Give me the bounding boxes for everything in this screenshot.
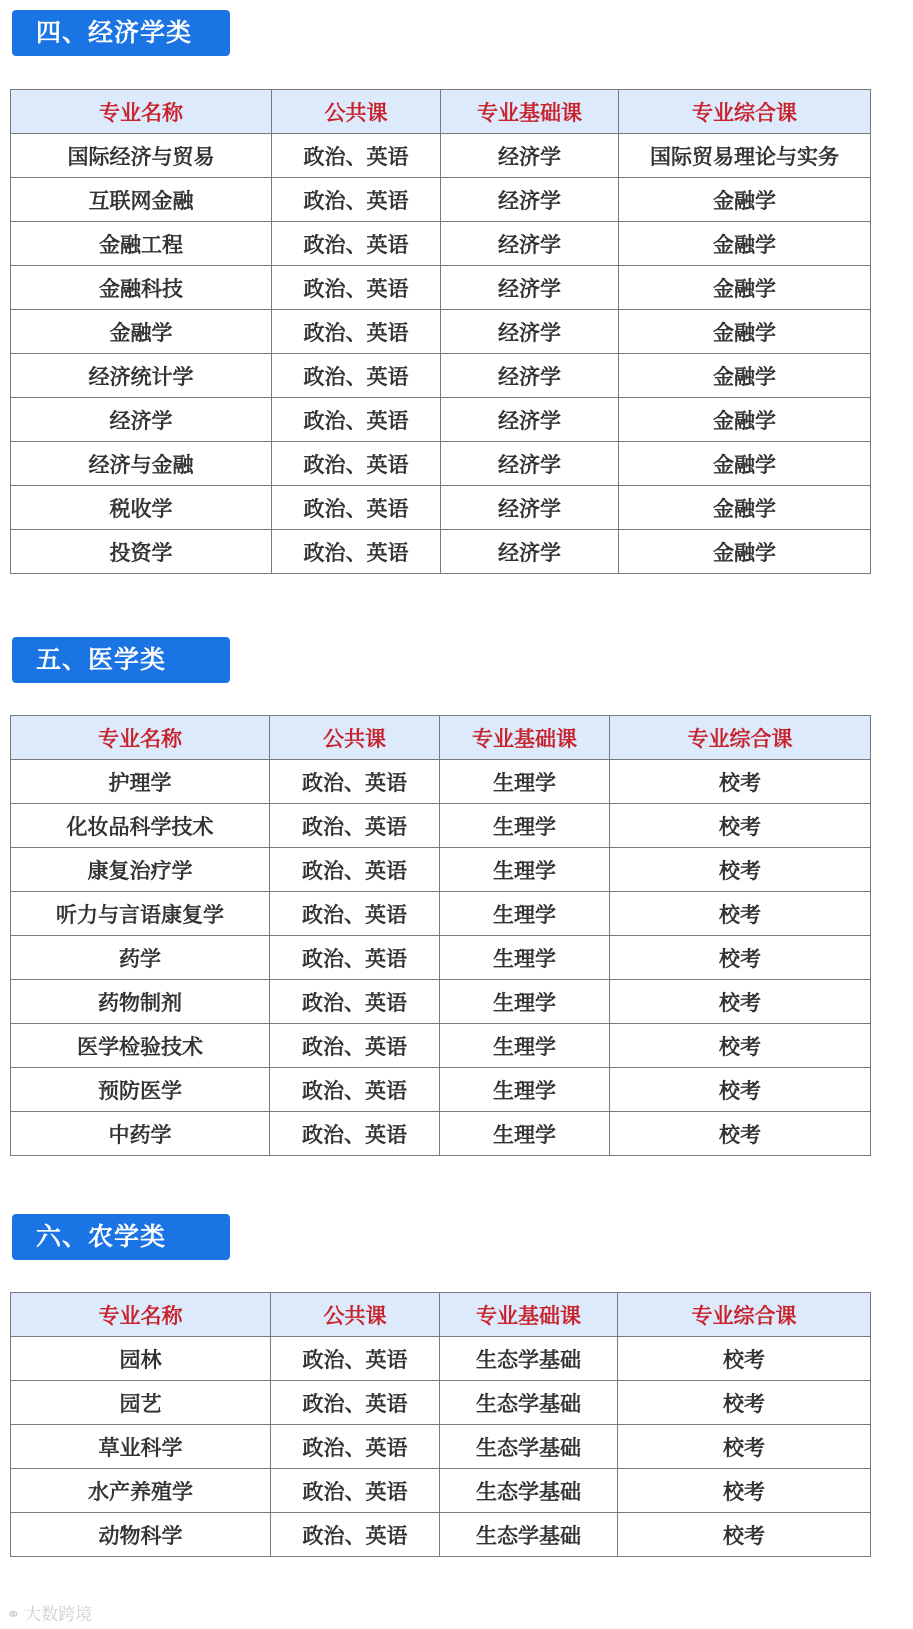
- table-cell: 经济学: [441, 266, 619, 310]
- table-cell: 政治、英语: [271, 1469, 440, 1513]
- section-title-agriculture: 六、农学类: [12, 1214, 230, 1260]
- table-cell: 生态学基础: [440, 1381, 618, 1425]
- table-cell: 政治、英语: [270, 804, 440, 848]
- table-cell: 生理学: [440, 936, 610, 980]
- table-row: [11, 354, 871, 398]
- column-header: 公共课: [271, 1293, 440, 1337]
- table-cell: 药物制剂: [11, 980, 270, 1024]
- table-cell: 金融学: [619, 310, 871, 354]
- column-header: 专业名称: [11, 1293, 271, 1337]
- table-cell: 金融工程: [11, 222, 272, 266]
- column-header: 公共课: [270, 716, 440, 760]
- table-cell: 经济学: [11, 398, 272, 442]
- table-cell: 金融学: [619, 398, 871, 442]
- table-cell: 政治、英语: [271, 1513, 440, 1557]
- table-row: [11, 936, 871, 980]
- table-cell: 校考: [618, 1513, 871, 1557]
- table-cell: 校考: [610, 760, 871, 804]
- table-cell: 草业科学: [11, 1425, 271, 1469]
- table-cell: 校考: [618, 1337, 871, 1381]
- table-row: [11, 266, 871, 310]
- table-cell: 水产养殖学: [11, 1469, 271, 1513]
- table-cell: 预防医学: [11, 1068, 270, 1112]
- table-cell: 金融学: [619, 178, 871, 222]
- table-cell: 经济与金融: [11, 442, 272, 486]
- column-header: 专业名称: [11, 716, 270, 760]
- table-row: [11, 804, 871, 848]
- table-cell: 校考: [610, 848, 871, 892]
- table-cell: 金融学: [619, 266, 871, 310]
- table-row: [11, 310, 871, 354]
- table-header-row: [11, 716, 871, 760]
- table-cell: 政治、英语: [270, 980, 440, 1024]
- table-cell: 生态学基础: [440, 1513, 618, 1557]
- column-header: 专业综合课: [610, 716, 871, 760]
- table-row: [11, 486, 871, 530]
- table-cell: 园艺: [11, 1381, 271, 1425]
- table-cell: 中药学: [11, 1112, 270, 1156]
- column-header: 专业基础课: [440, 1293, 618, 1337]
- table-cell: 政治、英语: [270, 1068, 440, 1112]
- table-cell: 经济学: [441, 310, 619, 354]
- table-cell: 金融科技: [11, 266, 272, 310]
- table-cell: 校考: [610, 980, 871, 1024]
- table-row: [11, 1469, 871, 1513]
- column-header: 专业基础课: [441, 90, 619, 134]
- table-cell: 校考: [610, 1112, 871, 1156]
- table-row: [11, 222, 871, 266]
- table-cell: 国际经济与贸易: [11, 134, 272, 178]
- table-cell: 金融学: [619, 486, 871, 530]
- table-cell: 生理学: [440, 892, 610, 936]
- table-cell: 经济学: [441, 178, 619, 222]
- table-cell: 校考: [610, 936, 871, 980]
- table-cell: 经济学: [441, 222, 619, 266]
- table-cell: 金融学: [619, 354, 871, 398]
- table-cell: 政治、英语: [270, 848, 440, 892]
- table-row: [11, 980, 871, 1024]
- table-cell: 政治、英语: [270, 1024, 440, 1068]
- table-cell: 政治、英语: [271, 1381, 440, 1425]
- column-header: 专业综合课: [618, 1293, 871, 1337]
- column-header: 专业基础课: [440, 716, 610, 760]
- economics-table: [10, 89, 871, 574]
- table-row: [11, 1337, 871, 1381]
- table-cell: 生态学基础: [440, 1425, 618, 1469]
- table-cell: 生理学: [440, 980, 610, 1024]
- table-cell: 生态学基础: [440, 1469, 618, 1513]
- table-cell: 化妆品科学技术: [11, 804, 270, 848]
- table-cell: 校考: [610, 804, 871, 848]
- table-cell: 政治、英语: [270, 1112, 440, 1156]
- table-header-row: [11, 90, 871, 134]
- table-cell: 校考: [618, 1381, 871, 1425]
- table-cell: 校考: [610, 1068, 871, 1112]
- table-cell: 政治、英语: [272, 310, 441, 354]
- wechat-logo-icon: ⚭: [6, 1605, 21, 1625]
- table-cell: 生理学: [440, 1068, 610, 1112]
- table-cell: 投资学: [11, 530, 272, 574]
- table-row: [11, 134, 871, 178]
- table-row: [11, 1024, 871, 1068]
- table-row: [11, 1068, 871, 1112]
- table-cell: 金融学: [11, 310, 272, 354]
- table-cell: 政治、英语: [272, 530, 441, 574]
- table-row: [11, 892, 871, 936]
- table-row: [11, 442, 871, 486]
- table-row: [11, 1112, 871, 1156]
- table-cell: 生理学: [440, 1024, 610, 1068]
- column-header: 公共课: [272, 90, 441, 134]
- table-cell: 生理学: [440, 760, 610, 804]
- column-header: 专业综合课: [619, 90, 871, 134]
- table-cell: 税收学: [11, 486, 272, 530]
- table-row: [11, 1381, 871, 1425]
- table-cell: 政治、英语: [271, 1425, 440, 1469]
- table-cell: 经济学: [441, 354, 619, 398]
- column-header: 专业名称: [11, 90, 272, 134]
- table-cell: 康复治疗学: [11, 848, 270, 892]
- table-cell: 政治、英语: [272, 134, 441, 178]
- table-cell: 互联网金融: [11, 178, 272, 222]
- table-cell: 校考: [610, 892, 871, 936]
- table-cell: 政治、英语: [272, 486, 441, 530]
- table-cell: 政治、英语: [272, 178, 441, 222]
- table-cell: 政治、英语: [270, 760, 440, 804]
- table-cell: 政治、英语: [272, 266, 441, 310]
- table-cell: 经济学: [441, 134, 619, 178]
- table-cell: 校考: [610, 1024, 871, 1068]
- medicine-table: [10, 715, 871, 1156]
- agriculture-table: [10, 1292, 871, 1557]
- table-cell: 金融学: [619, 222, 871, 266]
- table-cell: 政治、英语: [272, 222, 441, 266]
- table-cell: 经济学: [441, 398, 619, 442]
- table-row: [11, 398, 871, 442]
- table-cell: 国际贸易理论与实务: [619, 134, 871, 178]
- table-cell: 政治、英语: [271, 1337, 440, 1381]
- section-title-medicine: 五、医学类: [12, 637, 230, 683]
- table-cell: 生理学: [440, 1112, 610, 1156]
- table-cell: 金融学: [619, 530, 871, 574]
- table-row: [11, 1425, 871, 1469]
- table-row: [11, 848, 871, 892]
- table-cell: 政治、英语: [272, 442, 441, 486]
- table-cell: 经济统计学: [11, 354, 272, 398]
- table-cell: 生理学: [440, 804, 610, 848]
- table-cell: 政治、英语: [270, 892, 440, 936]
- table-cell: 经济学: [441, 442, 619, 486]
- table-row: [11, 1513, 871, 1557]
- table-header-row: [11, 1293, 871, 1337]
- table-cell: 政治、英语: [272, 354, 441, 398]
- table-cell: 经济学: [441, 530, 619, 574]
- table-cell: 听力与言语康复学: [11, 892, 270, 936]
- table-cell: 政治、英语: [272, 398, 441, 442]
- table-row: [11, 760, 871, 804]
- table-cell: 动物科学: [11, 1513, 271, 1557]
- table-row: [11, 178, 871, 222]
- table-cell: 医学检验技术: [11, 1024, 270, 1068]
- table-cell: 生理学: [440, 848, 610, 892]
- watermark: [6, 1600, 92, 1625]
- table-cell: 护理学: [11, 760, 270, 804]
- table-cell: 校考: [618, 1425, 871, 1469]
- table-cell: 药学: [11, 936, 270, 980]
- table-cell: 生态学基础: [440, 1337, 618, 1381]
- table-cell: 政治、英语: [270, 936, 440, 980]
- table-cell: 金融学: [619, 442, 871, 486]
- table-cell: 校考: [618, 1469, 871, 1513]
- table-cell: 经济学: [441, 486, 619, 530]
- table-cell: 园林: [11, 1337, 271, 1381]
- section-title-economics: 四、经济学类: [12, 10, 230, 56]
- watermark-text: 大数跨境: [24, 1605, 93, 1625]
- table-row: [11, 530, 871, 574]
